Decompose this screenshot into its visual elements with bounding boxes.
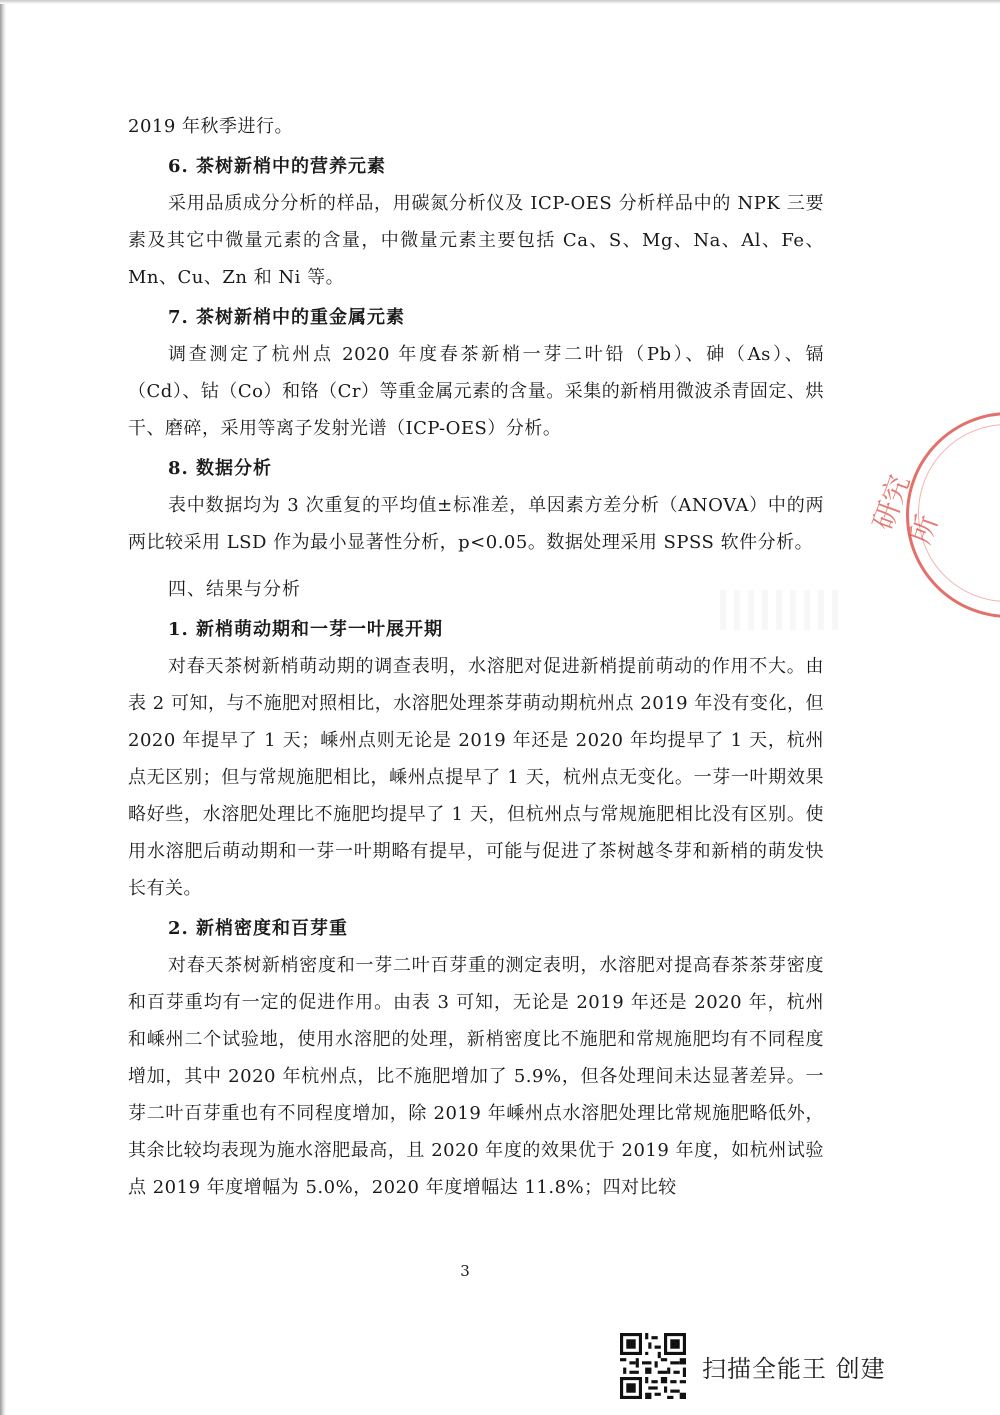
paragraph-result-2: 对春天茶树新梢密度和一芽二叶百芽重的测定表明，水溶肥对提高春茶茶芽密度和百芽重均有一定的促进作用。由表 3 可知，无论是 2019 年还是 2020 年，杭州和嵊州二个试验地，使用水溶肥的处理，新梢密度比不施肥和常规施肥均有不同程度增加，其中 2020 年杭州点，比不施肥增加了 5.9%，但各处理间未达显著差异。一芽二叶百芽重也有不同程度增加，除 2019 年嵊州点水溶肥处理比常规施肥略低外，其余比较均表现为施水溶肥最高，且 2020 年度的效果优于 2019 年度，如杭州试验点 2019 年度增幅为 5.0%，2020 年度增幅达 11.8%；四对比较 xyxy=(128,955,824,1198)
document-body xyxy=(128,108,824,1206)
section-4-heading: 四、结果与分析 xyxy=(168,579,301,600)
seal-lettering: 研究所 xyxy=(866,470,945,549)
qr-code-icon xyxy=(620,1333,686,1399)
heading-8-data-analysis: 8. 数据分析 xyxy=(168,458,273,479)
heading-7-heavy-metals: 7. 茶树新梢中的重金属元素 xyxy=(168,307,406,328)
heading-result-2: 2. 新梢密度和百芽重 xyxy=(168,918,349,939)
scan-edge xyxy=(0,0,6,1415)
page-number: 3 xyxy=(460,1262,470,1280)
paragraph-data-analysis: 表中数据均为 3 次重复的平均值±标准差，单因素方差分析（ANOVA）中的两两比较采用 LSD 作为最小显著性分析，p<0.05。数据处理采用 SPSS 软件分析。 xyxy=(128,495,824,553)
scanner-app-label: 扫描全能王 创建 xyxy=(702,1355,886,1383)
paragraph-result-1: 对春天茶树新梢萌动期的调查表明，水溶肥对促进新梢提前萌动的作用不大。由表 2 可知，与不施肥对照相比，水溶肥处理茶芽萌动期杭州点 2019 年没有变化，但 2020 年提早了 1 天；嵊州点则无论是 2019 年还是 2020 年均提早了 1 天，杭州点无区别；但与常规施肥相比，嵊州点提早了 1 天，杭州点无变化。一芽一叶期效果略好些，水溶肥处理比不施肥均提早了 1 天，但杭州点与常规施肥相比没有区别。使用水溶肥后萌动期和一芽一叶期略有提早，可能与促进了茶树越冬芽和新梢的萌发快长有关。 xyxy=(128,656,824,899)
heading-6-nutrients: 6. 茶树新梢中的营养元素 xyxy=(168,156,387,177)
paragraph-heavy-metals: 调查测定了杭州点 2020 年度春茶新梢一芽二叶铅（Pb）、砷（As）、镉（Cd）、钴（Co）和铬（Cr）等重金属元素的含量。采集的新梢用微波杀青固定、烘干、磨碎，采用等离子发射光谱（ICP-OES）分析。 xyxy=(128,344,824,439)
paragraph-nutrients: 采用品质成分分析的样品，用碳氮分析仪及 ICP-OES 分析样品中的 NPK 三要素及其它中微量元素的含量，中微量元素主要包括 Ca、S、Mg、Na、Al、Fe、Mn、Cu、Zn 和 Ni 等。 xyxy=(128,193,824,288)
bleed-through-mark xyxy=(720,590,840,630)
scan-edge-top xyxy=(0,0,1000,4)
scanner-watermark xyxy=(620,1333,920,1403)
paragraph-continuation: 2019 年秋季进行。 xyxy=(128,116,294,137)
heading-result-1: 1. 新梢萌动期和一芽一叶展开期 xyxy=(168,619,444,640)
